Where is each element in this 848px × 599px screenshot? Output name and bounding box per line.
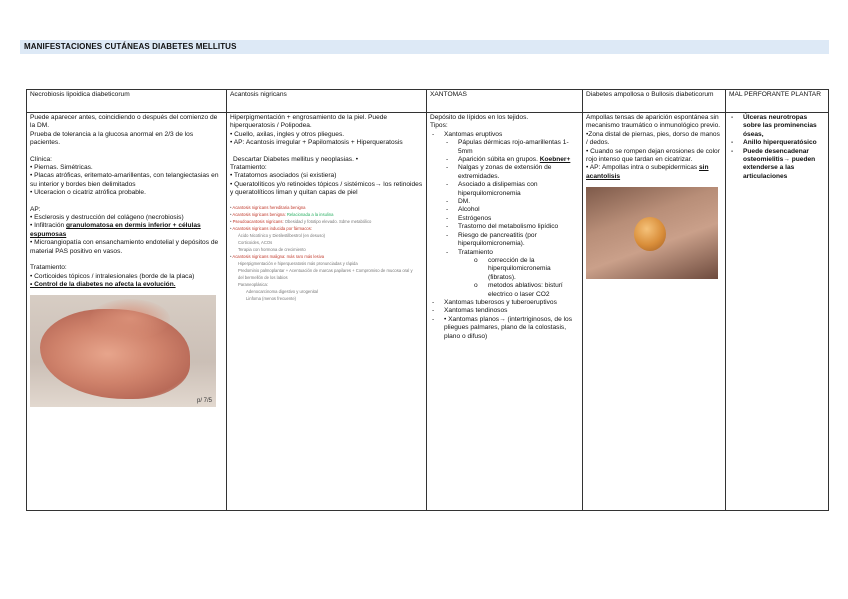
bullosis-line bbox=[586, 164, 722, 181]
mini-item: Terapia con hormona de crecimiento bbox=[238, 246, 306, 252]
bullosis-text: • AP: Ampollas intra o subepidermicas bbox=[586, 164, 699, 172]
list-item: - Estrógenos bbox=[458, 215, 579, 223]
trat-bold: • Control de la diabetes no afecta la evolución. bbox=[30, 280, 176, 288]
clinica-label: Clínica: bbox=[30, 155, 52, 163]
acantosis-line: • Cuello, axilas, ingles y otros pliegues. bbox=[230, 130, 345, 138]
mini-item: más raro más lesiva bbox=[286, 253, 325, 259]
mini-item: Paraneoplásica: bbox=[238, 281, 269, 287]
mini-item: Linfoma (menos frecuente) bbox=[246, 295, 297, 301]
intro-line: Prueba de tolerancia a la glucosa anormal en 2/3 de los pacientes. bbox=[30, 130, 194, 147]
trat-line: • Queratolíticos y/o retinoides tópicos / sistémicos→ los retinoides y queratolíticos liman y quitan capas de piel bbox=[230, 180, 423, 197]
trat-line: • Tratatornos asociados (si existiera) bbox=[230, 172, 337, 180]
clinica-line: • Ulceracion o cicatriz atrófica probable. bbox=[30, 189, 146, 197]
cell-bullosis bbox=[583, 113, 726, 511]
list-item: - DM. bbox=[458, 198, 579, 206]
mini-item: Acantosis nigricans maligna: bbox=[232, 253, 286, 259]
bullosis-photo bbox=[586, 187, 718, 279]
acantosis-line: • AP: Acantosis irregular + Papilomatosis + Hiperqueratosis bbox=[230, 139, 403, 147]
list-item bbox=[444, 131, 579, 299]
clinica-line: • Piernas. Simétricas. bbox=[30, 164, 93, 172]
xantomas-list bbox=[430, 131, 579, 341]
xantomas-intro: Tipos: bbox=[430, 122, 448, 130]
cell-mal-perforante bbox=[726, 113, 829, 511]
ap-label: AP: bbox=[30, 205, 41, 213]
list-item: - • Xantomas planos→ (intertriginosos, de los pliegues palmares, plano de la colostasis, plano o difuso) bbox=[444, 316, 579, 341]
mini-item: Hiperpigmentación e hiperqueratosis más pronunciadas y rápida bbox=[238, 260, 358, 266]
page-title: MANIFESTACIONES CUTÁNEAS DIABETES MELLITUS bbox=[24, 42, 237, 51]
list-item-label: Xantomas eruptivos bbox=[444, 130, 503, 138]
list-item: - Pápulas dérmicas rojo-amarillentas 1-5mm bbox=[458, 139, 579, 156]
list-item: - Xantomas tendinosos bbox=[444, 307, 579, 315]
clinica-line: • Placas atróficas, eritemato-amarillentas, con telangiectasias en su interior y bordes bien delimitados bbox=[30, 172, 219, 188]
mini-item: Relacionada a la insulina bbox=[286, 211, 334, 217]
eruptivos-list bbox=[444, 139, 579, 299]
trat-line: • Corticoides tópicos / intralesionales (borde de la placa) bbox=[30, 272, 195, 280]
mini-item: Pseudoacantosis nigricans: bbox=[232, 218, 284, 224]
trat-label: Tratamiento: bbox=[30, 264, 67, 272]
list-item: - Alcohol bbox=[458, 206, 579, 214]
bullosis-line: Ampollas tensas de aparición espontánea sin mecanismo traumático o inmunológico previo. bbox=[586, 114, 721, 130]
bullosis-line: •Zona distal de piernas, pies, dorso de manos / dedos. bbox=[586, 130, 720, 147]
header-necrobiosis: Necrobiosis lipoidica diabeticorum bbox=[27, 90, 227, 113]
list-item: o metodos ablativos: bisturí electrico o laser CO2 bbox=[488, 282, 579, 299]
ap-text: • Infiltración bbox=[30, 222, 67, 230]
list-item: o corrección de la hiperquilomicronemia (fibratos). bbox=[488, 257, 579, 282]
content-row bbox=[27, 113, 829, 511]
list-item-bold: Koebner+ bbox=[539, 156, 571, 164]
ap-bold: granulomatosa en dermis inferior + células espumosas bbox=[30, 222, 201, 238]
mini-item: Acantosis nigricans hereditaria benigna bbox=[232, 204, 306, 210]
mal-perforante-list bbox=[729, 114, 825, 181]
header-row bbox=[27, 90, 829, 113]
header-xantomas: XANTOMAS bbox=[427, 90, 583, 113]
manifestations-table bbox=[26, 89, 829, 511]
mini-item: Corticoides, ACOs bbox=[238, 239, 273, 245]
title-bar bbox=[20, 40, 829, 54]
ap-line bbox=[30, 222, 223, 239]
list-item: - Puede desencadenar osteomielitis→ pueden extenderse a las articulaciones bbox=[743, 148, 825, 182]
list-item: - Asociado a dislipemias con hiperquilomicronemia bbox=[458, 181, 579, 198]
list-item-label: Tratamiento bbox=[458, 248, 493, 256]
descartar-line: Descartar Diabetes mellitus y neoplasias. • bbox=[233, 155, 359, 163]
list-item: - Riesgo de pancreatitis (por hiperquilomicronemia). bbox=[458, 232, 579, 249]
cell-necrobiosis bbox=[27, 113, 227, 511]
header-mal-perforante: MAL PERFORANTE PLANTAR bbox=[726, 90, 829, 113]
list-item bbox=[458, 156, 579, 164]
list-item-text: Aparición súbita en grupos. bbox=[458, 156, 540, 164]
mini-item: Predominio palmoplantar + Acentuación de marcas papilares + Compromiso de mucosa oral y del bermellón de los labios bbox=[238, 267, 413, 280]
list-item: - Úlceras neurotropas sobre las prominencias óseas, bbox=[743, 114, 825, 139]
mini-item: Acantosis nigricans benigna: bbox=[232, 211, 286, 217]
ap-line: • Esclerosis y destrucción del colágeno (necrobiosis) bbox=[30, 214, 184, 222]
bullosis-line: • Cuando se rompen dejan erosiones de color rojo intenso que tardan en cicatrizar. bbox=[586, 147, 720, 164]
list-item: - Anillo hiperqueratósico bbox=[743, 139, 825, 147]
mini-item: Acantosis nigricans inducida por fármacos: bbox=[232, 225, 313, 231]
xantomas-intro: Depósito de lípidos en los tejidos. bbox=[430, 114, 529, 121]
cell-xantomas bbox=[427, 113, 583, 511]
header-bullosis: Diabetes ampollosa o Bullosis diabeticorum bbox=[583, 90, 726, 113]
mini-item: Adenocarcinoma digestivo y urogenital bbox=[246, 288, 318, 294]
photo-tag: p/ 7/5 bbox=[196, 397, 212, 404]
necrobiosis-photo bbox=[30, 295, 216, 407]
mini-item: Ácido Nicotínico y Dietilestilbestrol (en desuso) bbox=[238, 232, 326, 238]
acantosis-types-figure: • Acantosis nigricans hereditaria benigna • Acantosis nigricans benigna: Relacionada a la insulina • Pseudoacantosis nigricans: Obesidad y fototipo elevado. Sdme metabólico • Acantosis nigricans inducida por fármacos: Ácido Nicotínico y Dietilestilbestrol (en desuso) Corticoides, ACOs Terapia con hormona de crecimiento • Acantosis nigricans maligna: más raro más lesiva Hiperpigmentación e hiperqueratosis más pronunciadas y rápida Predominio palmoplantar + Acentuación de marcas papilares + Compromiso de mucosa oral y del bermellón de los labios Paraneoplásica: Adenocarcinoma digestivo y urogenital Linfoma (menos frecuente) bbox=[230, 204, 416, 302]
trat-label: Tratamiento: bbox=[230, 164, 267, 172]
mini-item: Obesidad y fototipo elevado. Sdme metabólico bbox=[284, 218, 372, 224]
trat-line bbox=[30, 281, 223, 289]
list-item: - Xantomas tuberosos y tuberoeruptivos bbox=[444, 299, 579, 307]
list-item: - Nalgas y zonas de extensión de extremidades. bbox=[458, 164, 579, 181]
tratamiento-sublist bbox=[458, 257, 579, 299]
list-item bbox=[458, 249, 579, 299]
list-item: - Trastorno del metabolismo lipídico bbox=[458, 223, 579, 231]
bullosis-bold: sin acantolisis bbox=[586, 164, 709, 180]
cell-acantosis bbox=[227, 113, 427, 511]
header-acantosis: Acantosis nigricans bbox=[227, 90, 427, 113]
intro-line: Puede aparecer antes, coincidiendo o después del comienzo de la DM. bbox=[30, 114, 218, 130]
acantosis-line: Hiperpigmentación + engrosamiento de la piel. Puede hiperqueratosis / Polipodea. bbox=[230, 114, 388, 130]
ap-line: • Microangiopatía con ensanchamiento endotelial y depósitos de material PAS positivo en vasos. bbox=[30, 239, 219, 255]
